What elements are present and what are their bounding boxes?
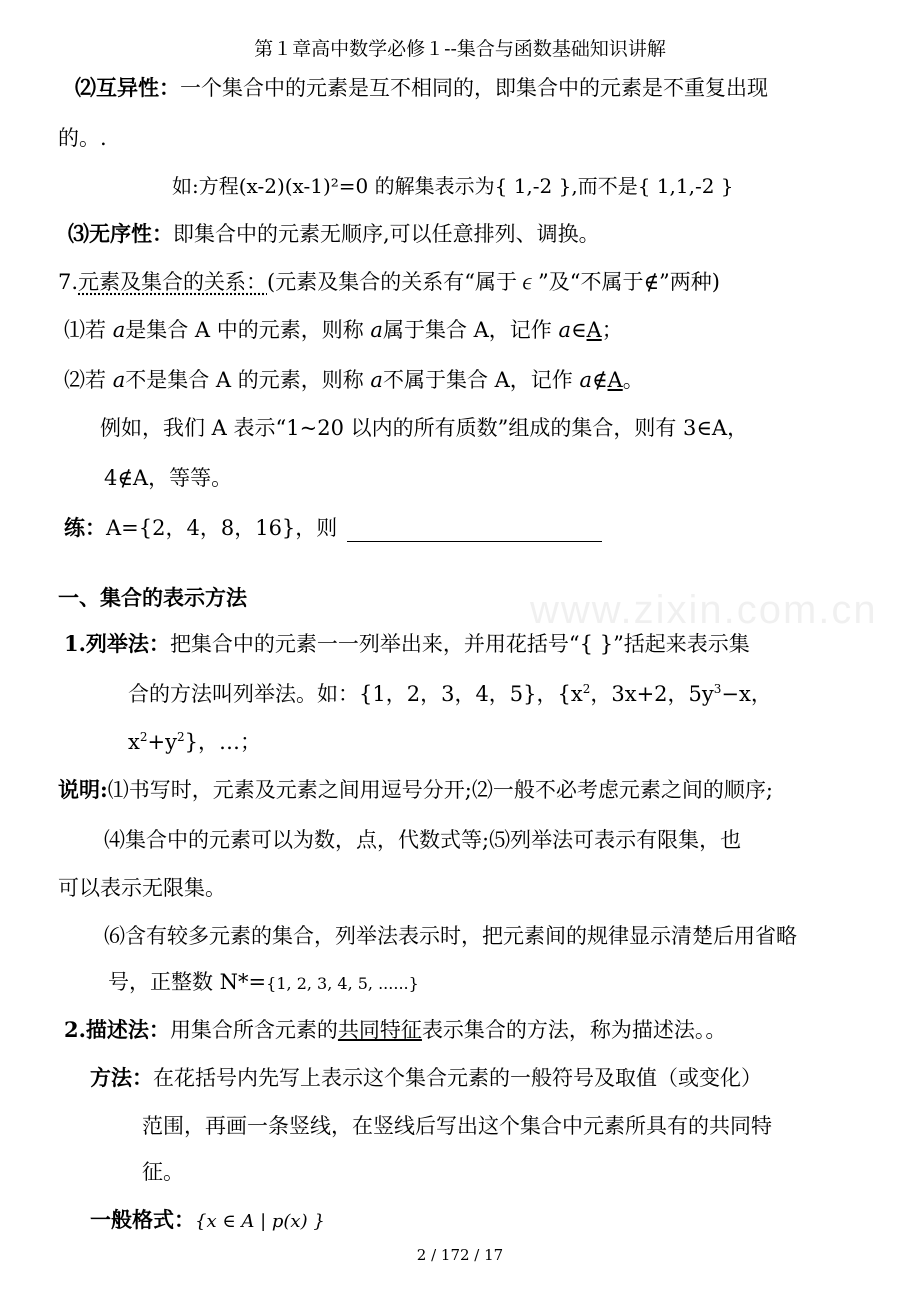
enumeration-line	[64, 630, 750, 658]
nonmember-text-a: ⑵若	[64, 368, 113, 392]
membership-text-c: 属于集合 A，记作	[382, 318, 559, 342]
description-label: 2.描述法：	[64, 1017, 170, 1042]
exponent: 2	[582, 682, 591, 696]
distinctness-cont: 的。.	[58, 126, 107, 150]
method-line	[90, 1064, 762, 1092]
membership-line	[64, 316, 623, 344]
page-header: 第１章高中数学必修１--集合与函数基础知识讲解	[254, 38, 666, 60]
var-a: a	[370, 368, 383, 392]
enumeration-example	[128, 680, 772, 708]
membership-text-a: ⑴若	[64, 318, 113, 342]
unordered-text: 即集合中的元素无顺序,可以任意排列、调换。	[173, 222, 600, 246]
description-text-a: 用集合所含元素的	[169, 1018, 338, 1042]
method-line-2: 范围，再画一条竖线，在竖线后写出这个集合中元素所具有的共同特	[142, 1114, 772, 1138]
common-feature: 共同特征	[337, 1018, 422, 1042]
exercise-line	[64, 514, 602, 542]
general-format-label: 一般格式：	[90, 1207, 195, 1232]
section-heading: 一、集合的表示方法	[58, 585, 247, 610]
enum-ex-d: x	[128, 730, 140, 754]
enumeration-example-cont	[128, 728, 261, 756]
notes-line	[58, 776, 773, 804]
answer-blank[interactable]	[347, 521, 602, 542]
general-format-line	[90, 1206, 325, 1236]
description-line	[64, 1016, 726, 1044]
distinctness-label: ⑵互异性：	[75, 75, 180, 100]
notes-line-4: ⑹含有较多元素的集合，列举法表示时，把元素间的规律显示清楚后用省略	[104, 924, 797, 948]
notes-line-2: ⑷集合中的元素可以为数，点，代数式等;⑸列举法可表示有限集，也	[104, 828, 742, 852]
notes-line-3: 可以表示无限集。	[58, 876, 226, 900]
enum-ex-c: −x，	[721, 682, 772, 706]
enum-ex-f: }，…；	[184, 730, 261, 754]
section-7-line	[58, 268, 720, 296]
notes-line-5	[108, 968, 419, 998]
var-a: a	[112, 368, 126, 392]
member-notation: a∈	[558, 318, 587, 342]
exercise-text: A={2，4，8，16}，则	[106, 516, 338, 540]
exponent: 2	[139, 730, 148, 744]
example-primes: 例如，我们 A 表示“1~20 以内的所有质数”组成的集合，则有 3∈A，	[100, 416, 749, 440]
enumeration-text: 把集合中的元素一一列举出来，并用花括号“{ }”括起来表示集	[169, 632, 750, 656]
section-7-title: 元素及集合的关系：	[78, 270, 268, 294]
distinctness-text: 一个集合中的元素是互不相同的，即集合中的元素是不重复出现	[180, 76, 768, 100]
exponent: 3	[713, 682, 722, 696]
section-7-num: 7.	[58, 270, 79, 294]
enum-ex-a: 合的方法叫列举法。如：{1，2，3，4，5}，{x	[128, 682, 583, 706]
description-text-b: 表示集合的方法，称为描述法。。	[421, 1018, 727, 1042]
nonmember-text-c: 不属于集合 A，记作	[382, 368, 580, 392]
watermark: www.zixin.com.cn	[530, 588, 878, 632]
set-a: A	[607, 368, 623, 392]
membership-text-b: 是集合 A 中的元素，则称	[125, 318, 371, 342]
method-label: 方法：	[90, 1065, 153, 1090]
method-text: 在花括号内先写上表示这个集合元素的一般符号及取值（或变化）	[153, 1066, 762, 1090]
positive-integers-text: 号，正整数 N*=	[108, 970, 267, 994]
exercise-label: 练：	[64, 515, 106, 540]
membership-end: ；	[601, 318, 623, 342]
distinctness-line	[75, 74, 768, 102]
set-a: A	[586, 318, 602, 342]
example-primes-cont: 4∉A，等等。	[104, 466, 233, 490]
general-format-formula: {x ∈ A | p(x) }	[195, 1211, 325, 1232]
nonmember-text-b: 不是集合 A 的元素，则称	[125, 368, 371, 392]
example-equation: 如:方程(x-2)(x-1)²=0 的解集表示为{ 1,-2 },而不是{ 1,1,-2 }	[172, 174, 734, 198]
section-7-rest: (元素及集合的关系有“属于∊”及“不属于∉”两种)	[267, 270, 720, 294]
nonmember-end: 。	[622, 368, 644, 392]
var-a: a	[370, 318, 383, 342]
page-footer: 2 / 172 / 17	[416, 1246, 504, 1264]
enum-ex-e: +y	[147, 730, 177, 754]
enumeration-label: 1.列举法：	[64, 631, 170, 656]
notes-text: ⑴书写时，元素及元素之间用逗号分开;⑵一般不必考虑元素之间的顺序;	[107, 778, 773, 802]
method-line-3: 征。	[142, 1160, 184, 1184]
notes-label: 说明:	[58, 777, 108, 802]
positive-integers-set: {1, 2, 3, 4, 5, ......}	[266, 974, 419, 993]
unordered-label: ⑶无序性：	[68, 221, 173, 246]
non-membership-line	[64, 366, 644, 394]
var-a: a	[112, 318, 126, 342]
unordered-line	[68, 220, 600, 248]
exponent: 2	[176, 730, 185, 744]
enum-ex-b: ，3x+2，5y	[590, 682, 714, 706]
nonmember-notation: a∉	[579, 368, 608, 392]
